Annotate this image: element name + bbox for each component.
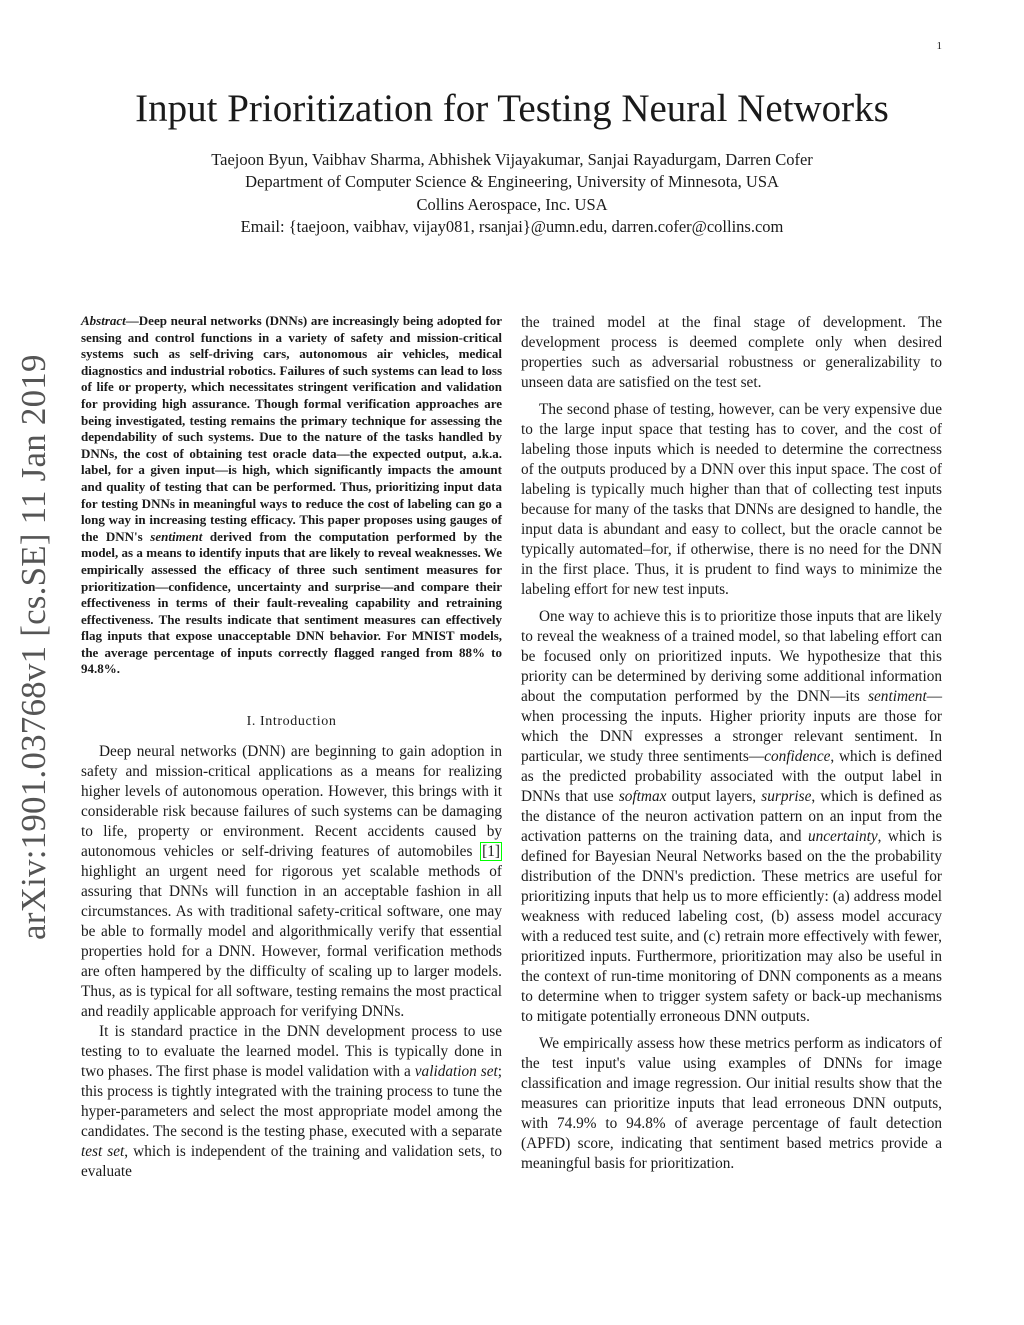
abstract-text: —Deep neural networks (DNNs) are increasingly being adopted for sensing and control functions in a variety of safety and mission-critical systems such as self-driving cars, autonomous air vehicles, medical diagnostics and industrial robotics. Failures of such systems can lead to loss of life or property, which necessitates stringent verification and validation for providing high assurance. Though formal verification approaches are being investigated, testing remains the primary technique for assessing the dependability of such systems. Due to the nature of the tasks handled by DNNs, the cost of obtaining test oracle data—the expected output, a.k.a. label, for a given input—is high, which significantly impacts the amount and quality of testing that can be performed. Thus, prioritizing input data for testing DNNs in meaningful ways to reduce the cost of labeling can go a long way in increasing testing efficacy. This paper proposes using gauges of the DNN's xyxy=(81,313,502,544)
paragraph-text: output layers, xyxy=(666,788,762,805)
body-paragraph: The second phase of testing, however, can be very expensive due to the large input space that testing has to cover, and the cost of labeling those inputs which is needed to determine the correctness of the outputs produced by a DNN over this input space. The cost of labeling is typically much higher than that of collecting test inputs because for many of the tasks that DNNs are designed to handle, the input data is abundant and easy to collect, but the oracle cannot be typically automated–for, if otherwise, there is no need for the DNN in the first place. Thus, it is prudent to find ways to minimize the labeling effort for new test inputs. xyxy=(521,401,942,598)
emphasis-text: validation set xyxy=(414,1063,498,1081)
intro-paragraph xyxy=(81,1022,502,1182)
author-emails: Email: {taejoon, vaibhav, vijay081, rsanjai}@umn.edu, darren.cofer@collins.com xyxy=(240,217,784,237)
author-list: Taejoon Byun, Vaibhav Sharma, Abhishek Vijayakumar, Sanjai Rayadurgam, Darren Cofer xyxy=(211,149,813,169)
emphasis-text: softmax xyxy=(618,788,667,805)
emphasis-text: sentiment xyxy=(868,688,927,705)
affiliation-company: Collins Aerospace, Inc. USA xyxy=(416,194,608,214)
left-column xyxy=(81,313,502,1182)
emphasis-text: test set xyxy=(81,1143,125,1161)
paragraph-text: , which is defined as the distance of the neuron activation pattern on an input from the activation patterns on the training data, and xyxy=(521,788,942,845)
section-heading-introduction: I. Introduction xyxy=(246,714,337,730)
citation-link[interactable]: [1] xyxy=(482,843,500,861)
abstract-emphasis: sentiment xyxy=(150,528,203,544)
emphasis-text: confidence xyxy=(764,748,831,765)
paragraph-text: , which is defined for Bayesian Neural Networks based on the the probability distribution of the DNN's prediction. These metrics are useful for prioritizing inputs that help us to more efficiently: (a) address model weakness with reduced labeling cost, (b) assess model accuracy with a reduced test suite, and (c) retrain more effectively with fewer, prioritized inputs. Furthermore, prioritization may also be useful in the context of run-time monitoring of DNN components as a means to determine when to trigger system safety or back-up mechanisms to mitigate potentially erroneous DNN outputs. xyxy=(521,828,942,1025)
paragraph-text: ; this process is tightly integrated with the training process to tune the hyper-parameters and select the most appropriate model among the candidates. The second is the testing phase, executed with a separate xyxy=(81,1063,502,1141)
paper-header xyxy=(0,88,1024,239)
affiliation-university: Department of Computer Science & Engineering, University of Minnesota, USA xyxy=(245,172,779,192)
paragraph-text: Deep neural networks (DNN) are beginning to gain adoption in safety and mission-critical applications as a means for realizing higher levels of autonomous operation. However, this brings with it considerable risk because failures of such systems can be damaging to life, property or environment. Recent accidents caused by autonomous vehicles or self-driving features of automobiles xyxy=(81,743,502,861)
paragraph-text: —when processing the inputs. Higher priority inputs are those for which the DNN expresses a stronger relevant sentiment. In particular, we study three sentiments— xyxy=(521,688,942,765)
paragraph-text: , which is defined as the predicted probability associated with the output label in DNNs that use xyxy=(521,748,942,805)
abstract xyxy=(81,313,502,678)
abstract-lead: Abstract xyxy=(81,313,126,328)
body-paragraph: We empirically assess how these metrics perform as indicators of the test input's value using examples of DNNs for image classification and image regression. Our initial results show that the measures can prioritize inputs that lead erroneous DNN outputs, with 74.9% to 94.8% of average percentage of fault detection (APFD) score, indicating that sentiment based metrics provide a meaningful basis for prioritization. xyxy=(521,1035,942,1172)
body-paragraph xyxy=(521,607,942,1027)
abstract-text: derived from the computation performed by the model, as a means to identify inputs that are likely to reveal weaknesses. We empirically assessed the efficacy of three such sentiment measures for prioritization—confidence, uncertainty and surprise—and compare their effectiveness in terms of their fault-revealing capability and retraining effectiveness. The results indicate that sentiment measures can effectively flag inputs that expose unacceptable DNN behavior. For MNIST models, the average percentage of inputs correctly flagged ranged from 88% to 94.8%. xyxy=(81,528,502,677)
emphasis-text: uncertainty xyxy=(807,828,878,845)
paragraph-text: It is standard practice in the DNN development process to use testing to to evaluate the learned model. This is typically done in two phases. The first phase is model validation with a xyxy=(81,1023,502,1081)
body-paragraph: the trained model at the final stage of development. The development process is deemed complete only when desired properties such as adversarial robustness or generalizability to unseen data are satisfied on the test set. xyxy=(521,314,942,391)
paragraph-text: One way to achieve this is to prioritize those inputs that are likely to reveal the weakness of a trained model, so that labeling effort can be focused only on prioritized inputs. We hypothesize that this priority can be determined by deriving some additional information about the computation performed by the DNN—its xyxy=(521,608,942,705)
paragraph-text: highlight an urgent need for rigorous yet scalable methods of assuring that DNNs will function in an acceptable fashion in all circumstances. As with traditional safety-critical software, one may be able to formally model and algorithmically verify that essential properties hold for a DNN. However, formal verification methods are often hampered by the difficulty of scaling up to larger models. Thus, as is typical for all software, testing remains the most practical and readily applicable approach for verifying DNNs. xyxy=(81,863,502,1021)
emphasis-text: surprise xyxy=(761,788,812,805)
paragraph-text: , which is independent of the training and validation sets, to evaluate xyxy=(81,1143,502,1181)
intro-paragraph xyxy=(81,742,502,1022)
right-column xyxy=(521,313,942,1174)
arxiv-stamp: arXiv:1901.03768v1 [cs.SE] 11 Jan 2019 xyxy=(14,354,53,940)
page-number: 1 xyxy=(936,40,942,52)
paper-title: Input Prioritization for Testing Neural Networks xyxy=(135,87,889,130)
